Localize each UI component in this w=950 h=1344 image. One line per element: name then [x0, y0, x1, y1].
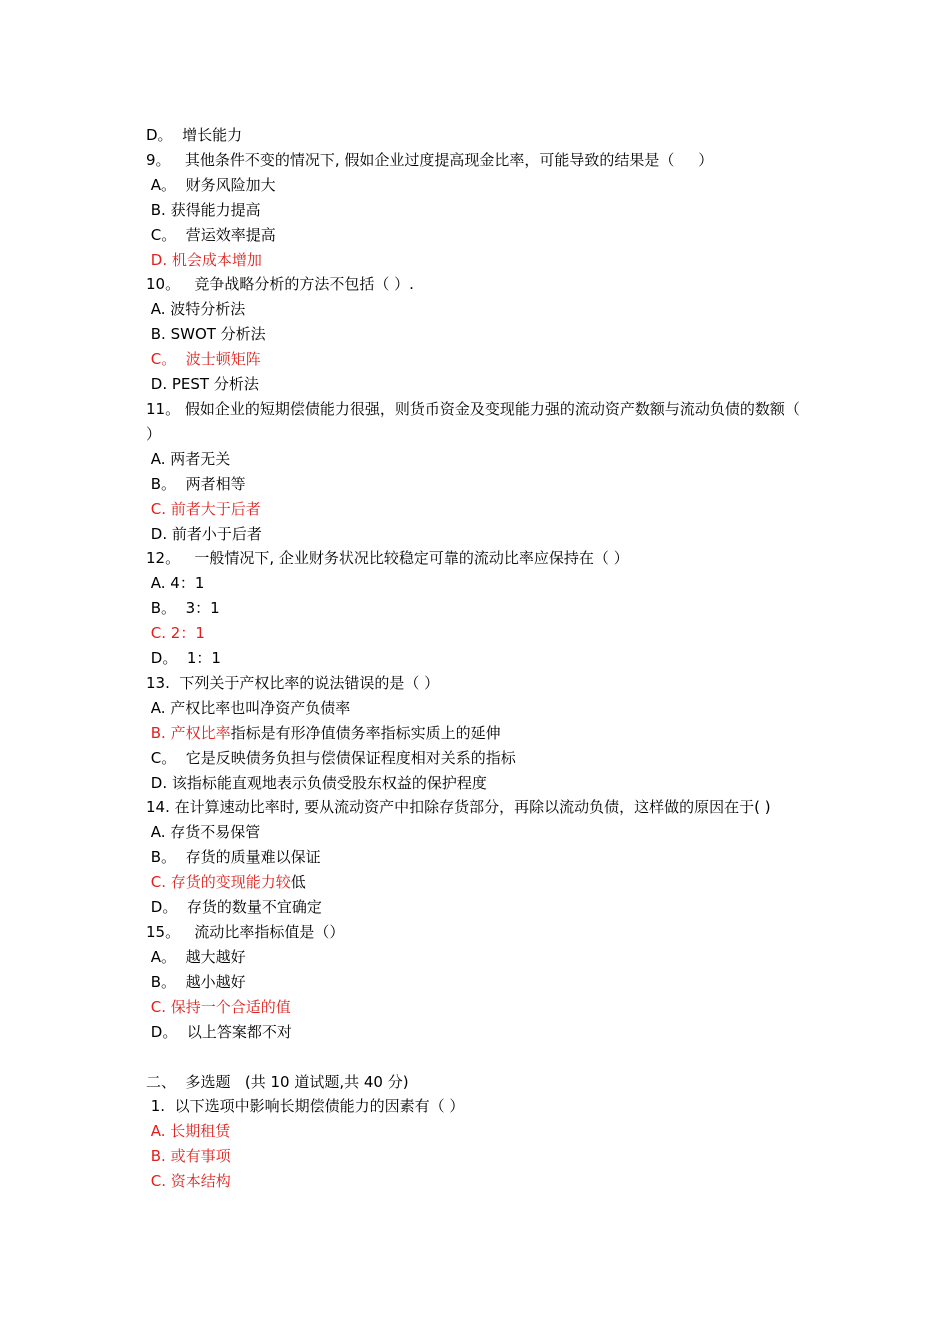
line-text: 二、 多选题 (共 10 道试题,共 40 分): [146, 1072, 409, 1091]
answer-text: C. 2：1: [146, 624, 205, 643]
answer-option-line: [146, 1169, 810, 1194]
line-text: B。 越小越好: [146, 972, 246, 991]
line-text: D. 该指标能直观地表示负债受股东权益的保护程度: [146, 773, 487, 792]
text-line: [146, 1094, 810, 1119]
text-line: [146, 397, 810, 447]
answer-text: A. 长期租赁: [146, 1122, 231, 1141]
line-text: D。 以上答案都不对: [146, 1022, 292, 1041]
answer-option-line: [146, 621, 810, 646]
line-text: A。 财务风险加大: [146, 175, 276, 194]
line-text: 9。 其他条件不变的情况下, 假如企业过度提高现金比率，可能导致的结果是（ ）: [146, 150, 714, 169]
line-text: A. 4：1: [146, 574, 205, 593]
text-line: [146, 1020, 810, 1045]
answer-text: C. 资本结构: [146, 1172, 231, 1191]
text-line: [146, 198, 810, 223]
line-text: B。 存货的质量难以保证: [146, 848, 321, 867]
line-text: B。 3：1: [146, 599, 220, 618]
line-text: D。 1：1: [146, 649, 221, 668]
text-line: [146, 945, 810, 970]
text-line: [146, 895, 810, 920]
text-line: [146, 173, 810, 198]
line-text: D. 前者小于后者: [146, 524, 262, 543]
answer-option-line: [146, 995, 810, 1020]
blank-line: [146, 1045, 810, 1070]
text-line: [146, 646, 810, 671]
answer-option-line: [146, 497, 810, 522]
answer-option-line: [146, 1144, 810, 1169]
text-line: [146, 795, 810, 820]
text-line: [146, 297, 810, 322]
line-text-rest: 指标是有形净值债务率指标实质上的延伸: [230, 723, 501, 742]
answer-text: B. 或有事项: [146, 1147, 231, 1166]
text-line: [146, 820, 810, 845]
line-text: C。 营运效率提高: [146, 225, 276, 244]
text-line: [146, 1070, 810, 1095]
answer-text: C。 波士顿矩阵: [146, 350, 261, 369]
line-text: 11。 假如企业的短期偿债能力很强，则货币资金及变现能力强的流动资产数额与流动负债的数额（ ）: [146, 399, 800, 443]
text-line: [146, 970, 810, 995]
line-text: C。 它是反映债务负担与偿债保证程度相对关系的指标: [146, 748, 516, 767]
line-text: 10。 竞争战略分析的方法不包括（ ）.: [146, 275, 414, 294]
text-line: [146, 322, 810, 347]
line-text: A. 存货不易保管: [146, 823, 261, 842]
answer-text: C. 前者大于后者: [146, 499, 261, 518]
answer-text: D. 机会成本增加: [146, 250, 262, 269]
answer-option-line: [146, 248, 810, 273]
text-line: [146, 447, 810, 472]
line-text: 1. 以下选项中影响长期偿债能力的因素有（ ）: [146, 1097, 465, 1116]
line-text: 12。 一般情况下, 企业财务状况比较稳定可靠的流动比率应保持在（ ）: [146, 549, 629, 568]
text-line: [146, 123, 810, 148]
line-text: A. 两者无关: [146, 449, 231, 468]
text-line: [146, 746, 810, 771]
line-text: B。 两者相等: [146, 474, 246, 493]
line-text: A. 波特分析法: [146, 300, 246, 319]
answer-text: B. 产权比率: [146, 723, 231, 742]
line-text: 15。 流动比率指标值是（）: [146, 923, 345, 941]
answer-text: C. 保持一个合适的值: [146, 997, 291, 1016]
text-line: [146, 671, 810, 696]
answer-option-line: [146, 721, 810, 746]
line-text: D。 增长能力: [146, 126, 243, 144]
text-line: [146, 596, 810, 621]
text-line: [146, 771, 810, 796]
text-line: [146, 372, 810, 397]
text-line: [146, 845, 810, 870]
line-text: D。 存货的数量不宜确定: [146, 898, 322, 917]
text-line: [146, 223, 810, 248]
line-text: B. SWOT 分析法: [146, 325, 266, 344]
line-text-rest: 低: [290, 873, 306, 892]
line-text: B. 获得能力提高: [146, 200, 261, 219]
text-line: [146, 696, 810, 721]
answer-option-line: [146, 1119, 810, 1144]
line-text: 14. 在计算速动比率时, 要从流动资产中扣除存货部分，再除以流动负债，这样做的原因在于( ): [146, 798, 771, 817]
text-line: [146, 571, 810, 596]
answer-option-line: [146, 347, 810, 372]
line-text: 13. 下列关于产权比率的说法错误的是（ ）: [146, 673, 440, 692]
text-line: [146, 148, 810, 173]
text-line: [146, 522, 810, 547]
text-line: [146, 272, 810, 297]
line-text: D. PEST 分析法: [146, 375, 259, 394]
question-list: [146, 123, 810, 1194]
text-line: [146, 546, 810, 571]
line-text: A. 产权比率也叫净资产负债率: [146, 698, 351, 717]
answer-option-line: [146, 870, 810, 895]
answer-text: C. 存货的变现能力较: [146, 873, 291, 892]
text-line: [146, 472, 810, 497]
text-line: [146, 920, 810, 945]
line-text: A。 越大越好: [146, 947, 246, 966]
